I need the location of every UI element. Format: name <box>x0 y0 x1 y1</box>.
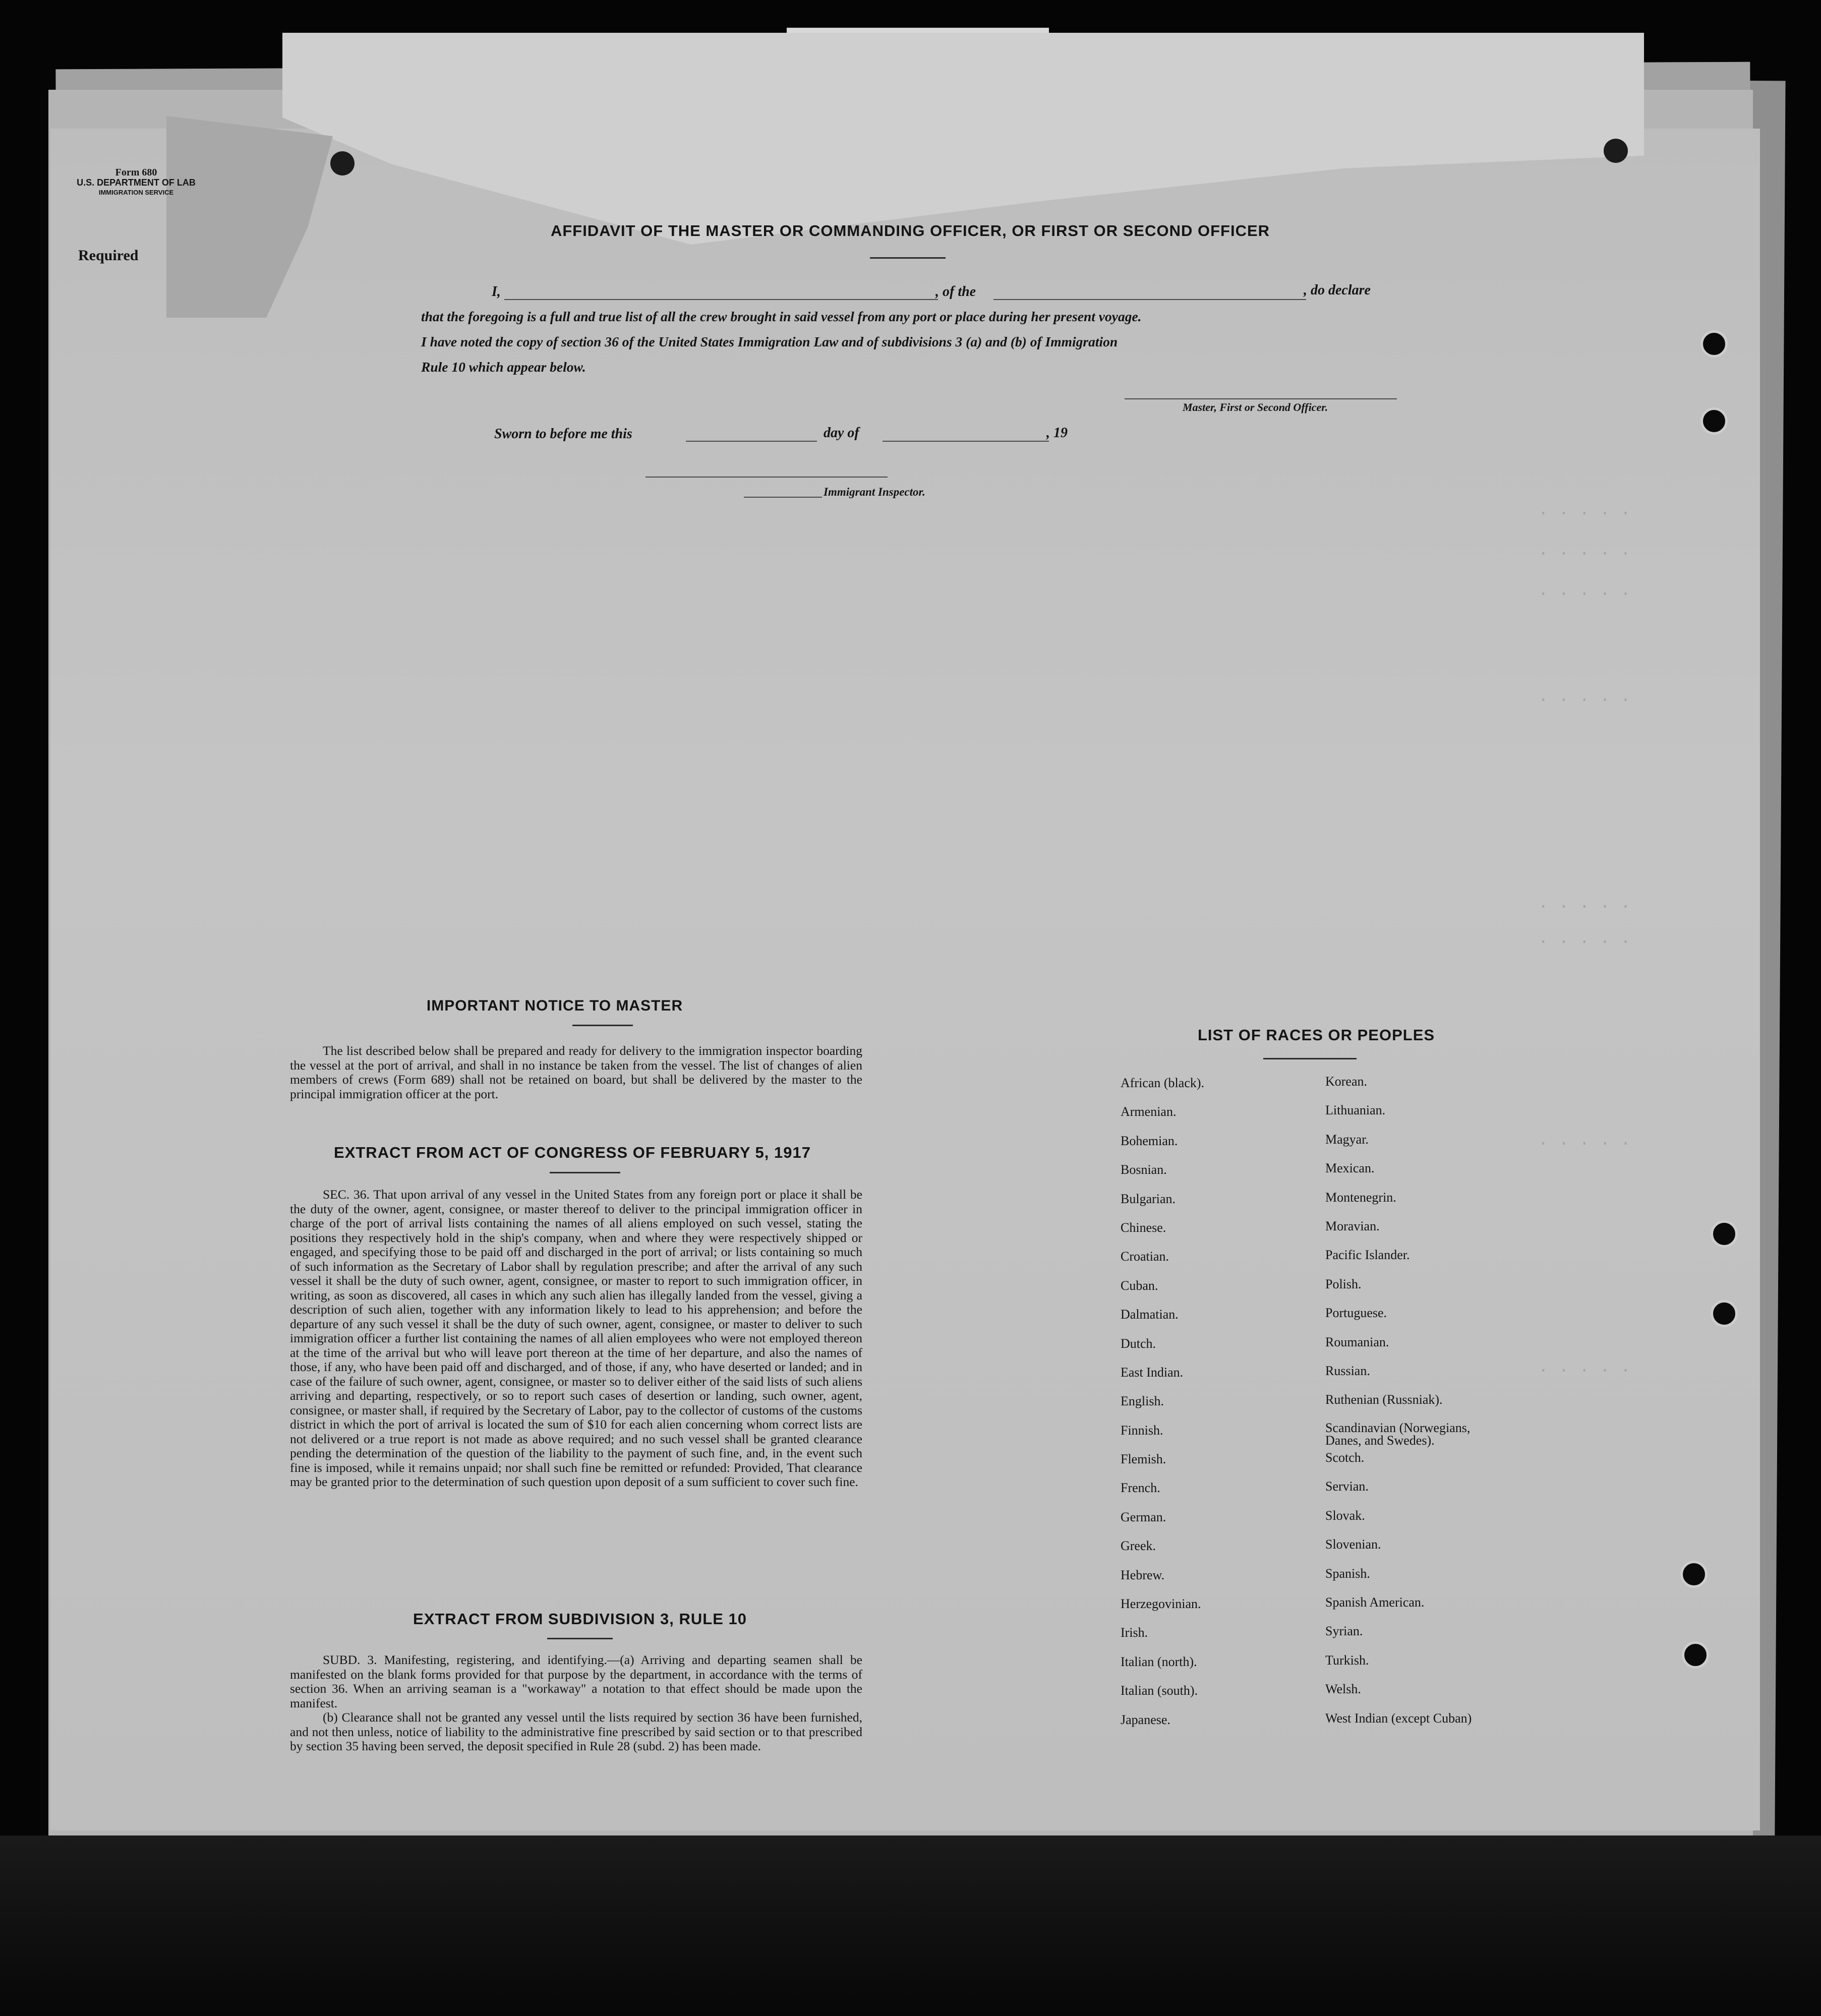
race-item: Hebrew. <box>1121 1567 1165 1582</box>
signature-line <box>1125 398 1397 399</box>
rule-title: EXTRACT FROM SUBDIVISION 3, RULE 10 <box>413 1610 747 1628</box>
race-item: West Indian (except Cuban) <box>1325 1710 1472 1726</box>
race-item: Finnish. <box>1121 1422 1163 1438</box>
race-item: Japanese. <box>1121 1712 1170 1727</box>
notice-text <box>290 1044 862 1101</box>
sworn-month-blank <box>883 441 1049 442</box>
race-item: Herzegovinian. <box>1121 1596 1201 1612</box>
service-name: IMMIGRATION SERVICE <box>98 189 174 196</box>
race-item: German. <box>1121 1509 1166 1524</box>
race-item: Scotch. <box>1325 1450 1365 1465</box>
race-item: Bosnian. <box>1121 1162 1167 1177</box>
race-item: Lithuanian. <box>1325 1103 1386 1118</box>
day-of-text: day of <box>824 425 859 441</box>
act-title: EXTRACT FROM ACT OF CONGRESS OF FEBRUARY 5, 1917 <box>334 1144 811 1161</box>
race-item: Spanish American. <box>1325 1595 1425 1610</box>
punch-hole-flap-2 <box>1604 139 1628 163</box>
race-item: Ruthenian (Russniak). <box>1325 1392 1443 1407</box>
rule-title-rule <box>547 1638 613 1639</box>
race-item: Roumanian. <box>1325 1334 1389 1349</box>
race-item: Pacific Islander. <box>1325 1248 1410 1263</box>
punch-hole-4 <box>1711 1300 1738 1327</box>
sworn-day-blank <box>686 441 817 442</box>
affidavit-line1-of-the: , of the <box>935 284 976 300</box>
punch-hole-5 <box>1680 1561 1708 1588</box>
form-page <box>50 129 1760 1830</box>
department-name: U.S. DEPARTMENT OF LAB <box>77 177 196 188</box>
race-item: Dutch. <box>1121 1336 1156 1351</box>
race-item: East Indian. <box>1121 1365 1184 1380</box>
race-item: Italian (south). <box>1121 1683 1198 1698</box>
race-item: Chinese. <box>1121 1220 1166 1235</box>
race-item: French. <box>1121 1480 1160 1496</box>
races-right-column <box>1325 1074 1497 1740</box>
race-item: Mexican. <box>1325 1161 1375 1176</box>
race-item: Servian. <box>1325 1479 1369 1494</box>
affidavit-line3: I have noted the copy of section 36 of the United States Immigration Law and of subdivisions 3 (a) and (b) of Immigration <box>421 334 1118 349</box>
race-item: Syrian. <box>1325 1624 1363 1639</box>
act-title-rule <box>550 1172 620 1173</box>
required-label: Required <box>78 247 139 264</box>
notice-title-rule <box>572 1025 633 1026</box>
race-item: English. <box>1121 1394 1164 1409</box>
race-item: Montenegrin. <box>1325 1190 1396 1205</box>
name-blank <box>504 299 938 300</box>
act-text <box>290 1188 862 1490</box>
inspector-caption: Immigrant Inspector. <box>824 486 925 498</box>
inspector-line-2 <box>744 497 822 498</box>
race-item: Italian (north). <box>1121 1654 1197 1669</box>
inspector-line <box>645 477 888 478</box>
form-number: Form 680 <box>115 167 157 178</box>
race-item: Bohemian. <box>1121 1133 1178 1148</box>
races-title: LIST OF RACES OR PEOPLES <box>1197 1026 1435 1044</box>
affidavit-line4: Rule 10 which appear below. <box>421 359 586 375</box>
punch-hole-1 <box>1700 330 1728 358</box>
races-left-column <box>1121 1076 1204 1741</box>
race-item: African (black). <box>1121 1076 1205 1090</box>
race-item: Spanish. <box>1325 1566 1370 1581</box>
race-item: Irish. <box>1121 1625 1148 1640</box>
year-text: , 19 <box>1046 425 1068 441</box>
punch-hole-flap <box>330 151 355 175</box>
race-item: Russian. <box>1325 1363 1370 1378</box>
show-through-text: · · · · · · · · · · · · · · · · · · · · · · · · · · · · · · · · · · · · · · · · <box>1538 504 1631 1381</box>
sworn-text: Sworn to before me this <box>494 426 632 442</box>
race-item: Polish. <box>1325 1276 1362 1291</box>
races-title-rule <box>1263 1058 1357 1059</box>
race-item: Turkish. <box>1325 1652 1369 1668</box>
punch-hole-2 <box>1700 407 1728 435</box>
race-item: Greek. <box>1121 1538 1156 1554</box>
race-item: Dalmatian. <box>1121 1307 1179 1322</box>
race-item: Welsh. <box>1325 1682 1361 1697</box>
race-item: Croatian. <box>1121 1249 1169 1264</box>
affidavit-title: AFFIDAVIT OF THE MASTER OR COMMANDING OFFICER, OR FIRST OR SECOND OFFICER <box>550 222 1270 240</box>
race-item: Moravian. <box>1325 1218 1380 1233</box>
sec-36-paragraph: SEC. 36. That upon arrival of any vessel in the United States from any foreign port or place it shall be the duty of the owner, agent, consignee, or master thereof to deliver to the principal immigration officer in charge of the port of arrival lists containing the names of all aliens employed on such vessel, stating the positions they respectively hold in the ship's company, when and where they were respectively shipped or engaged, and specifying those to be paid off and discharged in the port of arrival; or lists containing so much of such information as the Secretary of Labor shall by regulation prescribe; and after the arrival of any such vessel it shall be the duty of such owner, agent, consignee, or master to report to such immigration officer, in writing, as soon as discovered, all cases in which any such alien has illegally landed from the vessel, giving a description of such alien, together with any information likely to lead to his apprehension; and before the departure of any such vessel it shall be the duty of such owner, agent, consignee, or master to deliver to such immigration officer a further list containing the names of all alien employees who were not employed thereon at the time of the arrival but who will leave port thereon at the time of her departure, and also the names of those, if any, who have been paid off and discharged, and of those, if any, who have deserted or landed; and in case of the failure of such owner, agent, consignee, or master so to deliver either of the said lists of such aliens arriving and departing, respectively, or so to report such cases of desertion or landing, such owner, agent, consignee, or master shall, if required by the Secretary of Labor, pay to the collector of customs of the customs district in which the port of arrival is located the sum of $10 for each alien concerning whom correct lists are not delivered or a true report is not made as above required; and no such vessel shall be granted clearance pending the determination of the question of the liability to the payment of such fine, and, in the event such fine is imposed, while it remains unpaid; nor shall such fine be remitted or refunded: Provided, That clearance may be granted prior to the determination of such question upon deposit of a sum sufficient to cover such fine. <box>290 1187 862 1489</box>
vessel-blank <box>993 299 1306 300</box>
affidavit-title-rule <box>870 257 946 259</box>
race-item: Slovenian. <box>1325 1537 1381 1552</box>
race-item: Bulgarian. <box>1121 1191 1176 1206</box>
race-item: Slovak. <box>1325 1508 1365 1523</box>
master-caption: Master, First or Second Officer. <box>1183 401 1328 413</box>
race-item: Korean. <box>1325 1074 1368 1089</box>
race-item: Scandinavian (Norwegians, Danes, and Swedes). <box>1325 1420 1471 1448</box>
form-header <box>61 167 212 198</box>
race-item: Portuguese. <box>1325 1306 1387 1321</box>
affidavit-line2: that the foregoing is a full and true list of all the crew brought in said vessel from any port or place during her present voyage. <box>421 309 1142 324</box>
subd-3b-paragraph: (b) Clearance shall not be granted any vessel until the lists required by section 36 have been furnished, and not then unless, notice of liability to the administrative fine prescribed by said section or to that prescribed by section 35 having been served, the deposit specified in Rule 28 (subd. 2) has been made. <box>290 1710 862 1753</box>
rule-text <box>290 1653 862 1754</box>
race-item: Cuban. <box>1121 1278 1158 1293</box>
race-item: Flemish. <box>1121 1452 1166 1467</box>
subd-3a-paragraph: SUBD. 3. Manifesting, registering, and identifying.—(a) Arriving and departing seamen shall be manifested on the blank forms provided for that purpose by the department, in accordance with the terms of section 36. When an arriving seaman is a "workaway" a notation to that effect should be made upon the manifest. <box>290 1652 862 1710</box>
scanner-background <box>0 1835 1821 2016</box>
notice-title: IMPORTANT NOTICE TO MASTER <box>426 997 683 1014</box>
punch-hole-3 <box>1711 1220 1738 1248</box>
race-item: Magyar. <box>1325 1132 1369 1147</box>
affidavit-line1-declare: , do declare <box>1304 282 1371 298</box>
notice-paragraph: The list described below shall be prepared and ready for delivery to the immigration inspector boarding the vessel at the port of arrival, and shall in no instance be taken from the vessel. The list of changes of alien members of crews (Form 689) shall not be retained on board, but shall be delivered by the master to the principal immigration officer at the port. <box>290 1043 862 1101</box>
affidavit-line1-i: I, <box>492 284 501 300</box>
punch-hole-6 <box>1682 1641 1709 1669</box>
race-item: Armenian. <box>1121 1104 1177 1119</box>
